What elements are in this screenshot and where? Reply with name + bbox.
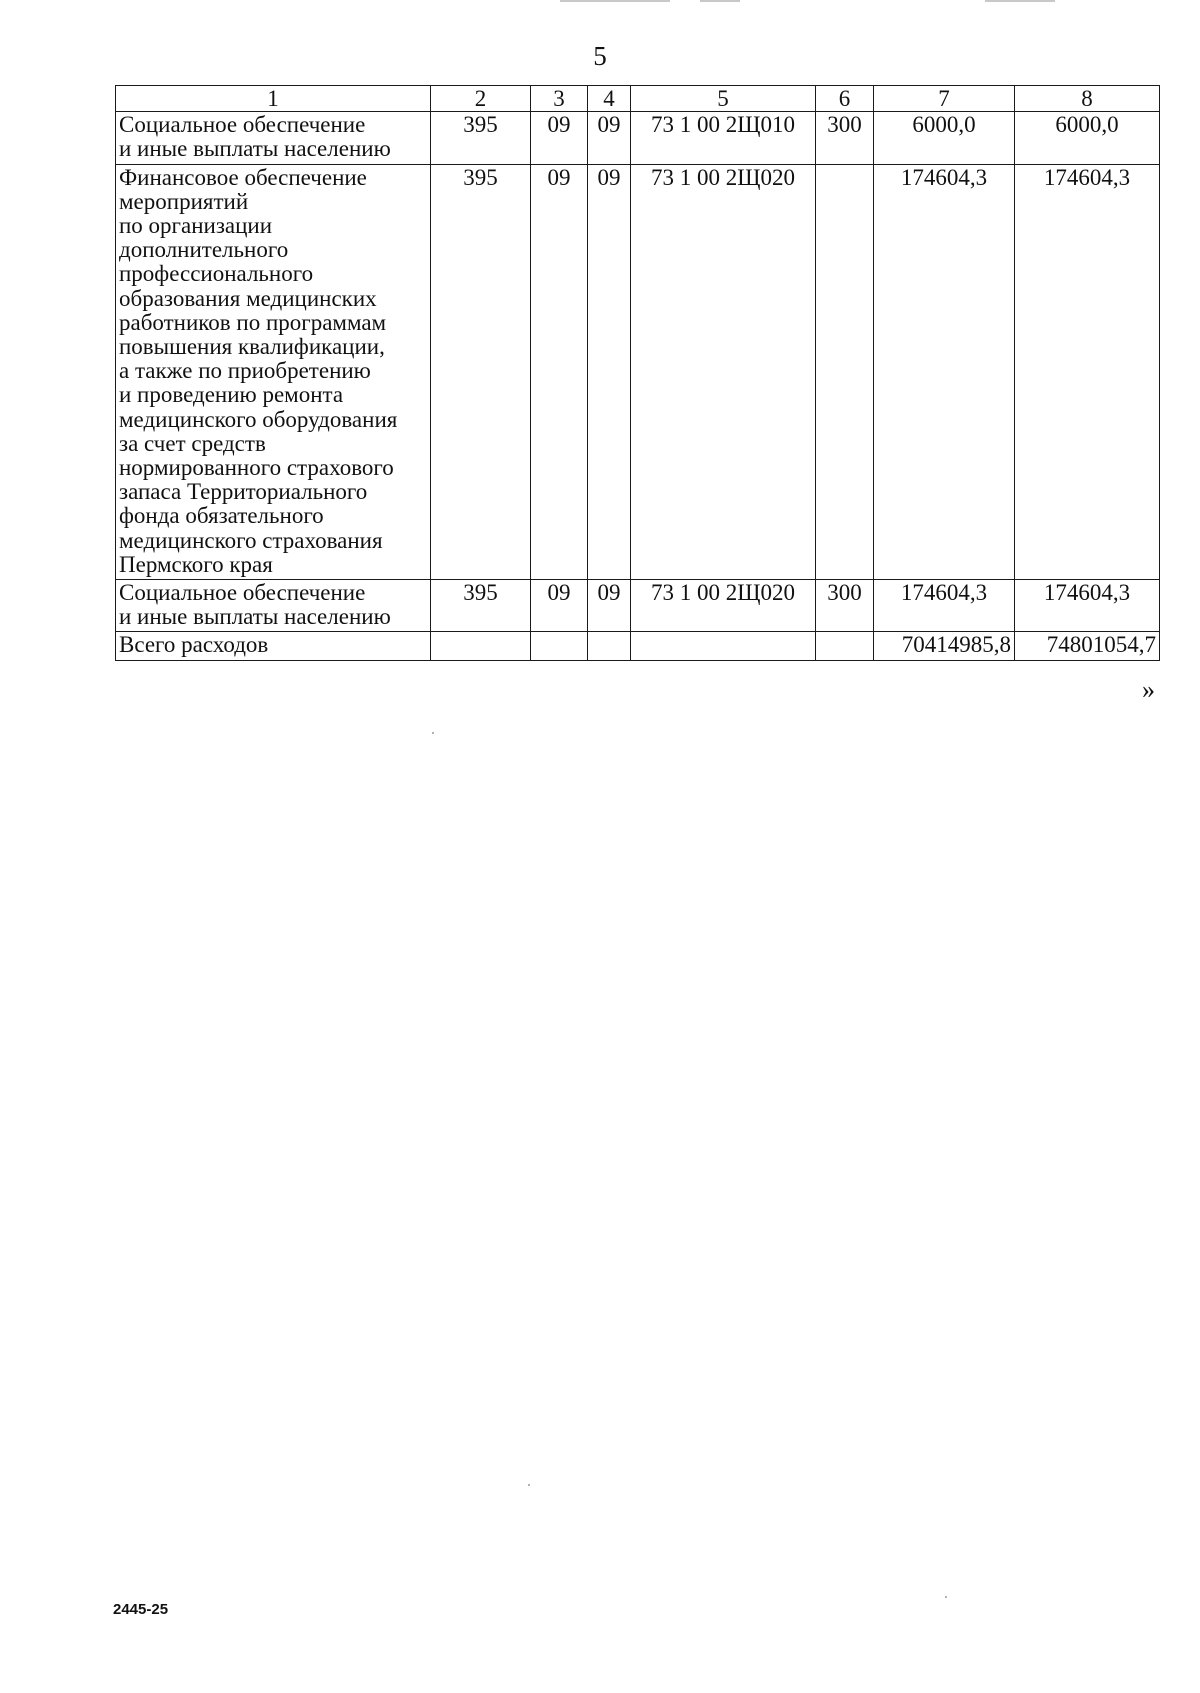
total-sum1: 70414985,8 xyxy=(874,632,1015,660)
rz-cell: 09 xyxy=(531,112,588,164)
pr-cell: 09 xyxy=(588,112,631,164)
table-row xyxy=(116,580,1160,632)
row-name: Финансовое обеспечение мероприятий по организации дополнительного профессионального образования медицинских работников по программам повышения квалификации, а также по приобретению и проведению ремонта медицинского оборудования за счет средств нормированного страхового запаса Территориального фонда обязательного медицинского страхования Пермского края xyxy=(119,164,398,577)
empty-cell xyxy=(431,632,531,660)
csr-cell: 73 1 00 2Щ020 xyxy=(631,580,816,632)
scan-speck xyxy=(528,1484,530,1486)
page-number: 5 xyxy=(593,41,607,71)
header-cell: 5 xyxy=(631,86,816,112)
empty-cell xyxy=(531,632,588,660)
sum2-cell: 6000,0 xyxy=(1015,112,1160,164)
ved-cell: 395 xyxy=(431,164,531,579)
scan-speck xyxy=(945,1596,947,1598)
vr-cell: 300 xyxy=(816,112,874,164)
table-row xyxy=(116,112,1160,164)
vr-cell xyxy=(816,164,874,579)
csr-cell: 73 1 00 2Щ020 xyxy=(631,164,816,579)
vr-cell: 300 xyxy=(816,580,874,632)
sum2-cell: 174604,3 xyxy=(1015,164,1160,579)
empty-cell xyxy=(816,632,874,660)
rz-cell: 09 xyxy=(531,580,588,632)
header-cell: 7 xyxy=(874,86,1015,112)
scan-edge-mark xyxy=(985,0,1055,2)
header-cell: 2 xyxy=(431,86,531,112)
total-sum2: 74801054,7 xyxy=(1015,632,1160,660)
scan-speck xyxy=(432,732,434,734)
row-name-cell xyxy=(116,164,431,579)
sum1-cell: 174604,3 xyxy=(874,580,1015,632)
total-label: Всего расходов xyxy=(116,632,431,660)
row-name-cell xyxy=(116,580,431,632)
header-cell: 6 xyxy=(816,86,874,112)
sum2-cell: 174604,3 xyxy=(1015,580,1160,632)
pr-cell: 09 xyxy=(588,580,631,632)
closing-quote-mark: » xyxy=(1142,675,1155,704)
budget-table xyxy=(115,85,1160,661)
row-name: Социальное обеспечение и иные выплаты населению xyxy=(119,580,391,630)
header-cell: 3 xyxy=(531,86,588,112)
sum1-cell: 174604,3 xyxy=(874,164,1015,579)
scan-edge-mark xyxy=(560,0,670,2)
row-name-cell xyxy=(116,112,431,164)
sum1-cell: 6000,0 xyxy=(874,112,1015,164)
rz-cell: 09 xyxy=(531,164,588,579)
ved-cell: 395 xyxy=(431,580,531,632)
empty-cell xyxy=(631,632,816,660)
header-row xyxy=(116,86,1160,112)
empty-cell xyxy=(588,632,631,660)
table-row xyxy=(116,164,1160,579)
total-row xyxy=(116,632,1160,660)
row-name: Социальное обеспечение и иные выплаты населению xyxy=(119,112,391,162)
header-cell: 1 xyxy=(116,86,431,112)
csr-cell: 73 1 00 2Щ010 xyxy=(631,112,816,164)
pr-cell: 09 xyxy=(588,164,631,579)
scan-edge-mark xyxy=(700,0,740,2)
header-cell: 4 xyxy=(588,86,631,112)
header-cell: 8 xyxy=(1015,86,1160,112)
document-number: 2445-25 xyxy=(113,1601,169,1618)
ved-cell: 395 xyxy=(431,112,531,164)
